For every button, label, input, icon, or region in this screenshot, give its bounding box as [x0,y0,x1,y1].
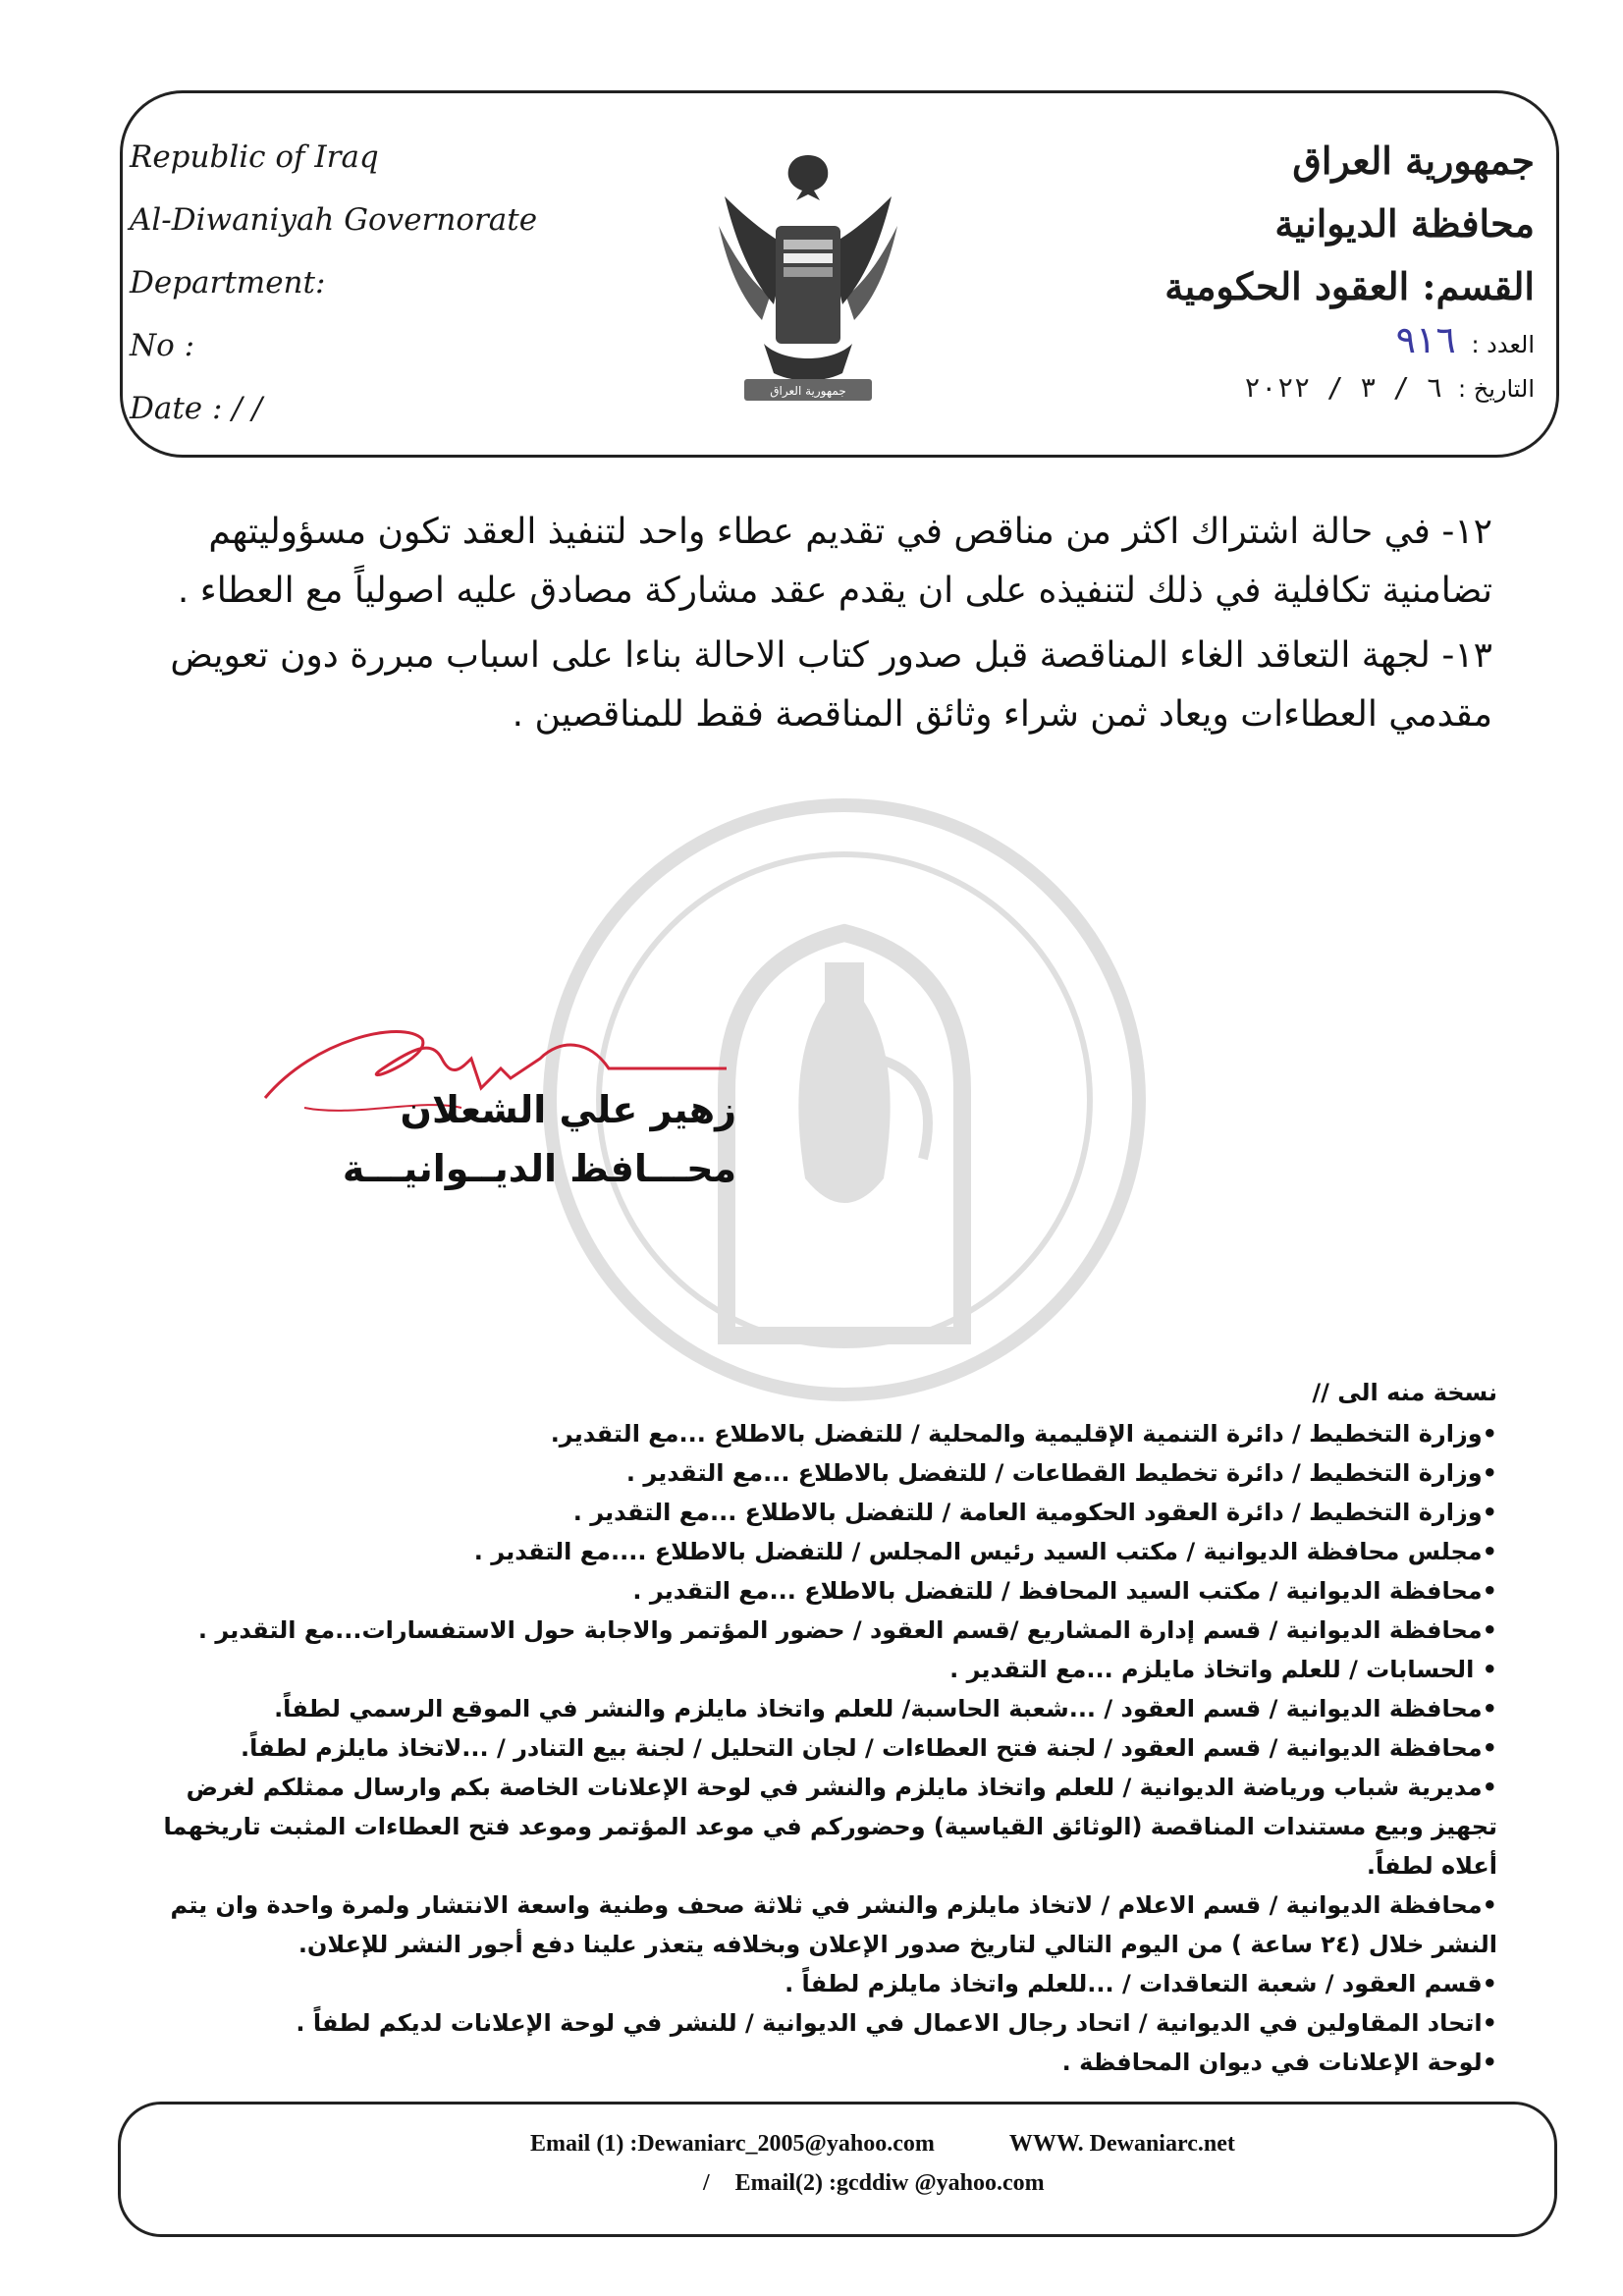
date-label-ar: التاريخ : [1457,375,1535,403]
distribution-item: •محافظة الديوانية / قسم الاعلام / لاتخاذ مايلزم والنشر في ثلاثة صحف وطنية واسعة الانتشار ولمرة واحدة وان يتم النشر خلال (٢٤ ساعة ) من اليوم التالي لتاريخ صدور الإعلان وبخلافه يتعذر علينا دفع أجور النشر للإعلان. [170,1891,1497,1958]
distribution-item: •اتحاد المقاولين في الديوانية / اتحاد رجال الاعمال في الديوانية / للنشر في لوحة الإعلانات لديكم لطفاً . [296,2009,1497,2037]
date-row [1122,366,1535,410]
footer-contact-line-2 [703,2170,1045,2197]
clause-12: ١٢- في حالة اشتراك اكثر من مناقص في تقديم عطاء واحد لتنفيذ العقد تكون مسؤوليتهم تضامنية تكافلية في ذلك لتنفيذه على ان يقدم عقد مشاركة مصادق عليه اصولياً مع العطاء . [177,512,1492,611]
distribution-item: •قسم العقود / شعبة التعاقدات / ...للعلم واتخاذ مايلزم لطفاً . [784,1970,1497,1997]
distribution-item: •وزارة التخطيط / دائرة العقود الحكومية العامة / للتفضل بالاطلاع ...مع التقدير . [572,1499,1497,1526]
signature-block [236,1000,746,1216]
department-ar: القسم: العقود الحكومية [1164,264,1535,308]
footer-email-1: Email (1) :Dewaniarc_2005@yahoo.com [530,2131,935,2157]
footer-contact-line-1 [530,2131,1375,2158]
distribution-list [147,1373,1497,2082]
governorate-en: Al-Diwaniyah Governorate [130,202,538,238]
footer-website: WWW. Dewaniarc.net [1008,2131,1235,2157]
date-value: ٦ / ٣ / ٢٠٢٢ [1244,371,1443,404]
footer-email-2: Email(2) :gcddiw @yahoo.com [734,2170,1045,2196]
number-row [1122,318,1535,366]
distribution-item: •مديرية شباب ورياضة الديوانية / للعلم واتخاذ مايلزم والنشر في لوحة الإعلانات الخاصة بكم وارسال ممثلكم لغرض تجهيز وبيع مستندات المناقصة (الوثائق القياسية) وحضوركم في موعد المؤتمر وموعد فتح العطاءات المثبت تاريخهما أعلاه لطفاً. [163,1774,1497,1880]
letterhead-english [130,126,542,440]
distribution-item: •وزارة التخطيط / دائرة التنمية الإقليمية والمحلية / للتفضل بالاطلاع ...مع التقدير. [550,1420,1497,1448]
date-label-en: Date : / / [130,391,263,426]
distribution-item: •محافظة الديوانية / قسم العقود / لجنة فتح العطاءات / لجان التحليل / لجنة بيع التنادر / ...لاتخاذ مايلزم لطفاً. [241,1734,1497,1762]
distribution-item: • الحسابات / للعلم واتخاذ مايلزم ...مع التقدير . [949,1656,1497,1683]
emblem-label: جمهورية العراق [770,384,846,398]
governorate-ar: محافظة الديوانية [1274,201,1535,246]
footer-separator: / [703,2170,710,2196]
signatory-title: محـــافظ الديــوانيـــة [342,1147,736,1190]
country-ar: جمهورية العراق [1292,138,1535,183]
distribution-item: •محافظة الديوانية / قسم إدارة المشاريع /قسم العقود / حضور المؤتمر والاجابة حول الاستفسارات...مع التقدير . [197,1616,1497,1644]
department-label-en: Department: [130,265,326,301]
number-label-ar: العدد : [1471,331,1535,358]
footer-frame [118,2102,1557,2237]
distribution-heading: نسخة منه الى // [1312,1379,1497,1406]
signatory-name: زهير علي الشعلان [400,1088,736,1131]
distribution-item: •محافظة الديوانية / قسم العقود / ...شعبة الحاسبة/ للعلم واتخاذ مايلزم والنشر في الموقع الرسمي لطفاً. [274,1695,1497,1722]
tender-conditions [137,503,1492,750]
number-label-en: No : [130,328,195,363]
letterhead-arabic [1122,130,1535,410]
distribution-item: •مجلس محافظة الديوانية / مكتب السيد رئيس المجلس / للتفضل بالاطلاع ....مع التقدير . [473,1538,1497,1565]
distribution-item: •محافظة الديوانية / مكتب السيد المحافظ / للتفضل بالاطلاع ...مع التقدير . [632,1577,1497,1605]
distribution-item: •وزارة التخطيط / دائرة تخطيط القطاعات / للتفضل بالاطلاع ...مع التقدير . [625,1459,1497,1487]
country-en: Republic of Iraq [130,139,379,175]
eagle-emblem-icon [705,137,911,422]
number-value: ٩١٦ [1395,318,1456,361]
clause-13: ١٣- لجهة التعاقد الغاء المناقصة قبل صدور كتاب الاحالة بناءا على اسباب مبررة دون تعويض مقدمي العطاءات ويعاد ثمن شراء وثائق المناقصة فقط للمناقصين . [170,635,1492,735]
distribution-item: •لوحة الإعلانات في ديوان المحافظة . [1061,2049,1497,2076]
